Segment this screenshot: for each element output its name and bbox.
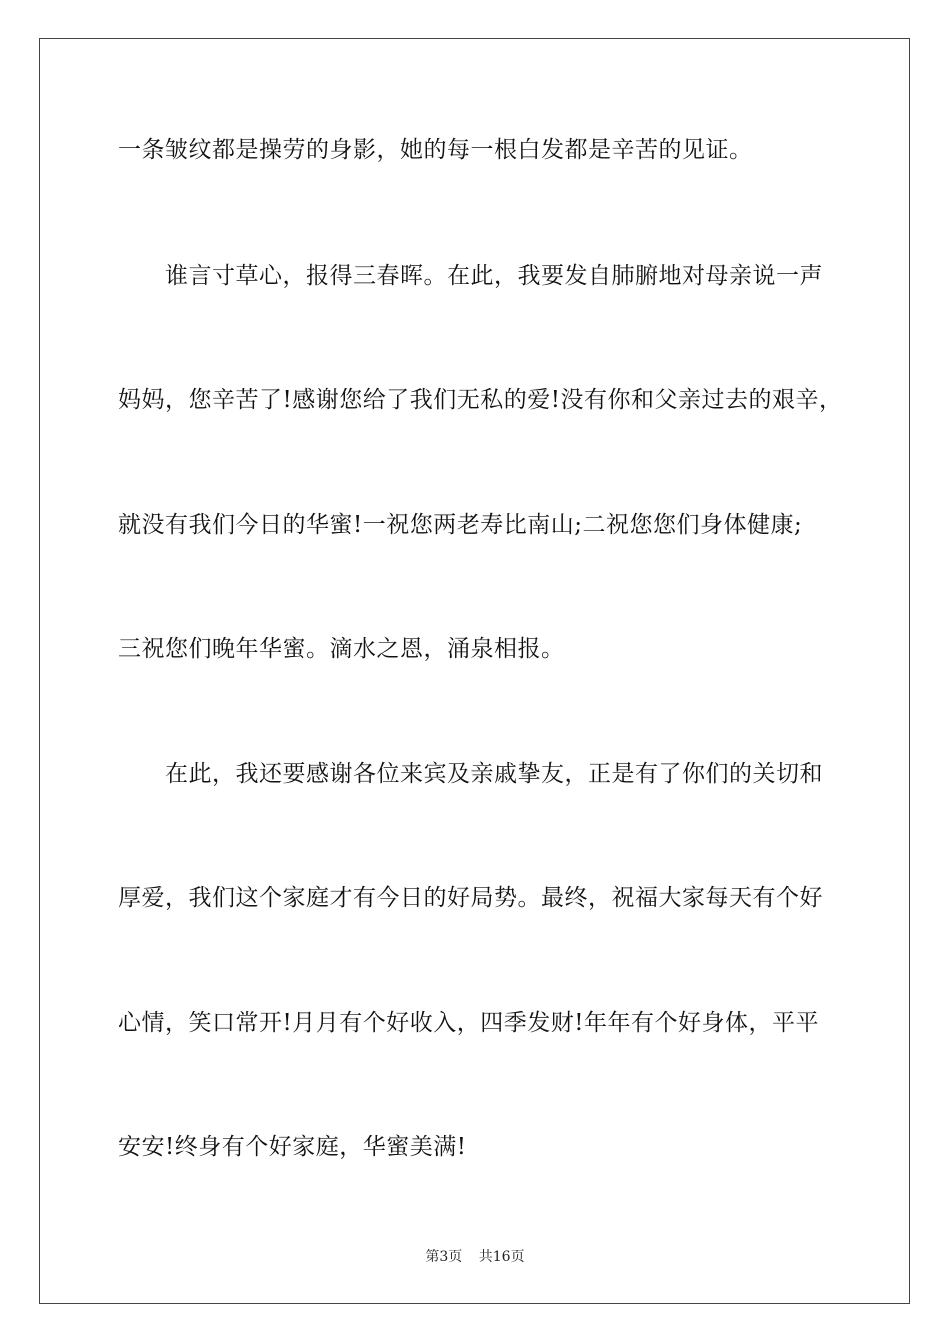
paragraph-line-3: 妈妈，您辛苦了!感谢您给了我们无私的爱!没有你和父亲过去的艰辛， bbox=[118, 387, 843, 413]
paragraph-line-4: 就没有我们今日的华蜜!一祝您两老寿比南山;二祝您您们身体健康; bbox=[118, 512, 803, 538]
paragraph-line-1: 一条皱纹都是操劳的身影，她的每一根白发都是辛苦的见证。 bbox=[118, 137, 753, 163]
total-pages: 共16页 bbox=[478, 1249, 525, 1265]
page-border bbox=[39, 38, 910, 1304]
page-number: 第3页 bbox=[425, 1249, 463, 1265]
page-footer bbox=[0, 1248, 950, 1266]
paragraph-line-7: 厚爱，我们这个家庭才有今日的好局势。最终，祝福大家每天有个好 bbox=[118, 885, 823, 911]
paragraph-line-6: 在此，我还要感谢各位来宾及亲戚挚友，正是有了你们的关切和 bbox=[165, 761, 823, 787]
paragraph-line-2: 谁言寸草心，报得三春晖。在此，我要发自肺腑地对母亲说一声 bbox=[165, 263, 823, 289]
paragraph-line-8: 心情，笑口常开!月月有个好收入，四季发财!年年有个好身体，平平 bbox=[118, 1010, 819, 1036]
paragraph-line-9: 安安!终身有个好家庭，华蜜美满! bbox=[118, 1134, 467, 1160]
paragraph-line-5: 三祝您们晚年华蜜。滴水之恩，涌泉相报。 bbox=[118, 636, 565, 662]
